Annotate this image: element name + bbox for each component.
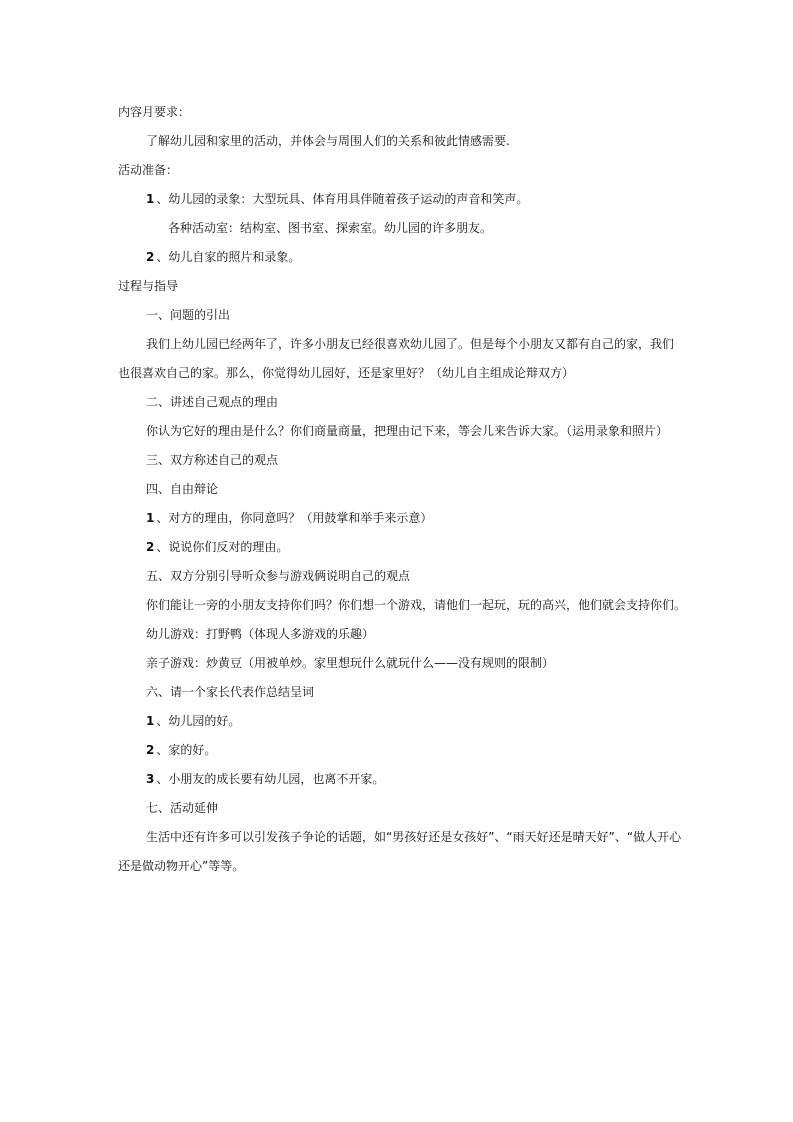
step6-item-3-text: 、小朋友的成长要有幼儿园，也离不开家。 bbox=[156, 772, 385, 786]
step4-item-2-text: 、说说你们反对的理由。 bbox=[156, 540, 289, 554]
step6-item-2-text: 、家的好。 bbox=[156, 743, 217, 757]
step4-item-2-number: 2 bbox=[146, 540, 155, 554]
preparation-item-1-number: 1 bbox=[146, 192, 155, 206]
step6-item-1 bbox=[146, 713, 240, 729]
step6-item-1-number: 1 bbox=[146, 714, 155, 728]
preparation-item-2 bbox=[146, 249, 300, 265]
step6-item-1-text: 、幼儿园的好。 bbox=[156, 714, 241, 728]
step1-title: 一、问题的引出 bbox=[146, 308, 231, 322]
content-requirements-text: 了解幼儿园和家里的活动，并体会与周围人们的关系和彼此情感需要. bbox=[146, 134, 510, 148]
preparation-item-2-text: 、幼儿自家的照片和录象。 bbox=[156, 250, 301, 264]
step6-title: 六、请一个家长代表作总结呈词 bbox=[146, 685, 315, 699]
step1-text-line2: 也很喜欢自己的家。那么，你觉得幼儿园好，还是家里好？（幼儿自主组成论辩双方） bbox=[118, 366, 575, 380]
step4-item-1-number: 1 bbox=[146, 511, 155, 525]
step6-item-2 bbox=[146, 742, 216, 758]
process-heading: 过程与指导 bbox=[118, 279, 179, 293]
step4-title: 四、自由辩论 bbox=[146, 482, 219, 496]
step5-text: 你们能让一旁的小朋友支持你们吗？你们想一个游戏，请他们一起玩，玩的高兴，他们就会支持你们。 bbox=[146, 598, 687, 612]
step5-game1: 幼儿游戏：打野鸭（体现人多游戏的乐趣） bbox=[146, 627, 375, 641]
content-requirements-heading: 内容月要求： bbox=[118, 105, 191, 119]
preparation-item-1 bbox=[146, 191, 528, 207]
step6-item-3-number: 3 bbox=[146, 772, 155, 786]
preparation-item-1-continuation: 各种活动室：结构室、图书室、探索室。幼儿园的许多朋友。 bbox=[168, 221, 493, 235]
step5-title: 五、双方分别引导听众参与游戏俩说明自己的观点 bbox=[146, 569, 411, 583]
step7-title: 七、活动延伸 bbox=[146, 801, 219, 815]
step5-game2: 亲子游戏：炒黄豆（用被单炒。家里想玩什么就玩什么——没有规则的限制） bbox=[146, 656, 555, 670]
preparation-item-1-text: 、幼儿园的录象：大型玩具、体育用具伴随着孩子运动的声音和笑声。 bbox=[156, 192, 529, 206]
step1-text-line1: 我们上幼儿园已经两年了，许多小朋友已经很喜欢幼儿园了。但是每个小朋友又都有自己的家，我们 bbox=[146, 337, 675, 351]
step4-item-2 bbox=[146, 539, 288, 555]
step4-item-1-text: 、对方的理由，你同意吗？（用鼓掌和举手来示意） bbox=[156, 511, 433, 525]
step3-title: 三、双方称述自己的观点 bbox=[146, 453, 279, 467]
step6-item-3 bbox=[146, 771, 384, 787]
step7-text-line1: 生活中还有许多可以引发孩子争论的话题，如“男孩好还是女孩好”、“雨天好还是晴天好”、“做人开心 bbox=[146, 830, 682, 844]
step6-item-2-number: 2 bbox=[146, 743, 155, 757]
preparation-heading: 活动准备： bbox=[118, 163, 179, 177]
step2-text: 你认为它好的理由是什么？你们商量商量，把理由记下来，等会儿来告诉大家。（运用录象和照片） bbox=[146, 424, 669, 438]
step2-title: 二、讲述自己观点的理由 bbox=[146, 395, 279, 409]
preparation-item-2-number: 2 bbox=[146, 250, 155, 264]
step4-item-1 bbox=[146, 510, 432, 526]
step7-text-line2: 还是做动物开心”等等。 bbox=[118, 859, 245, 873]
